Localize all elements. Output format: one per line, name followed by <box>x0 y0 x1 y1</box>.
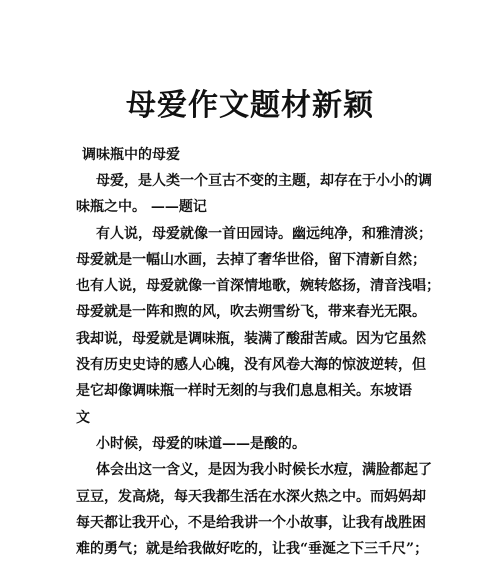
body-line: 是它却像调味瓶一样时无刻的与我们息息相关。东坡语 <box>76 383 412 400</box>
body-line: 味瓶之中。 ——题记 <box>76 199 207 216</box>
document-title: 母爱作文题材新颖 <box>126 88 374 123</box>
body-line: 没有历史史诗的感人心魄，没有风卷大海的惊波逆转，但 <box>76 357 426 374</box>
body-line: 母爱就是一幅山水画，去掉了奢华世俗，留下清新自然； <box>76 251 426 268</box>
body-line: 母爱，是人类一个亘古不变的主题，却存在于小小的调 <box>96 173 432 189</box>
body-line: 体会出这一含义，是因为我小时候长水痘，满脸都起了 <box>96 462 432 479</box>
body-line: 小时候，母爱的味道——是酸的。 <box>96 435 306 452</box>
body-line: 也有人说，母爱就像一首深情地歌，婉转悠扬，清音浅唱； <box>76 278 440 295</box>
body-line: 我却说，母爱就是调味瓶，装满了酸甜苦咸。因为它虽然 <box>76 330 426 347</box>
body-line: 母爱就是一阵和煦的风，吹去朔雪纷飞，带来春光无限。 <box>76 304 426 321</box>
body-line: 每天都让我开心，不是给我讲一个小故事，让我有战胜困 <box>76 514 426 531</box>
document-body <box>76 168 440 562</box>
document-subtitle: 调味瓶中的母爱 <box>82 147 180 163</box>
body-line: 难的勇气；就是给我做好吃的，让我“垂涎之下三千尺”； <box>76 541 429 558</box>
body-line: 文 <box>76 409 90 426</box>
body-line: 有人说，母爱就像一首田园诗。幽远纯净，和雅清淡； <box>96 225 432 242</box>
body-line: 豆豆，发高烧，每天我都生活在水深火热之中。而妈妈却 <box>76 488 426 505</box>
